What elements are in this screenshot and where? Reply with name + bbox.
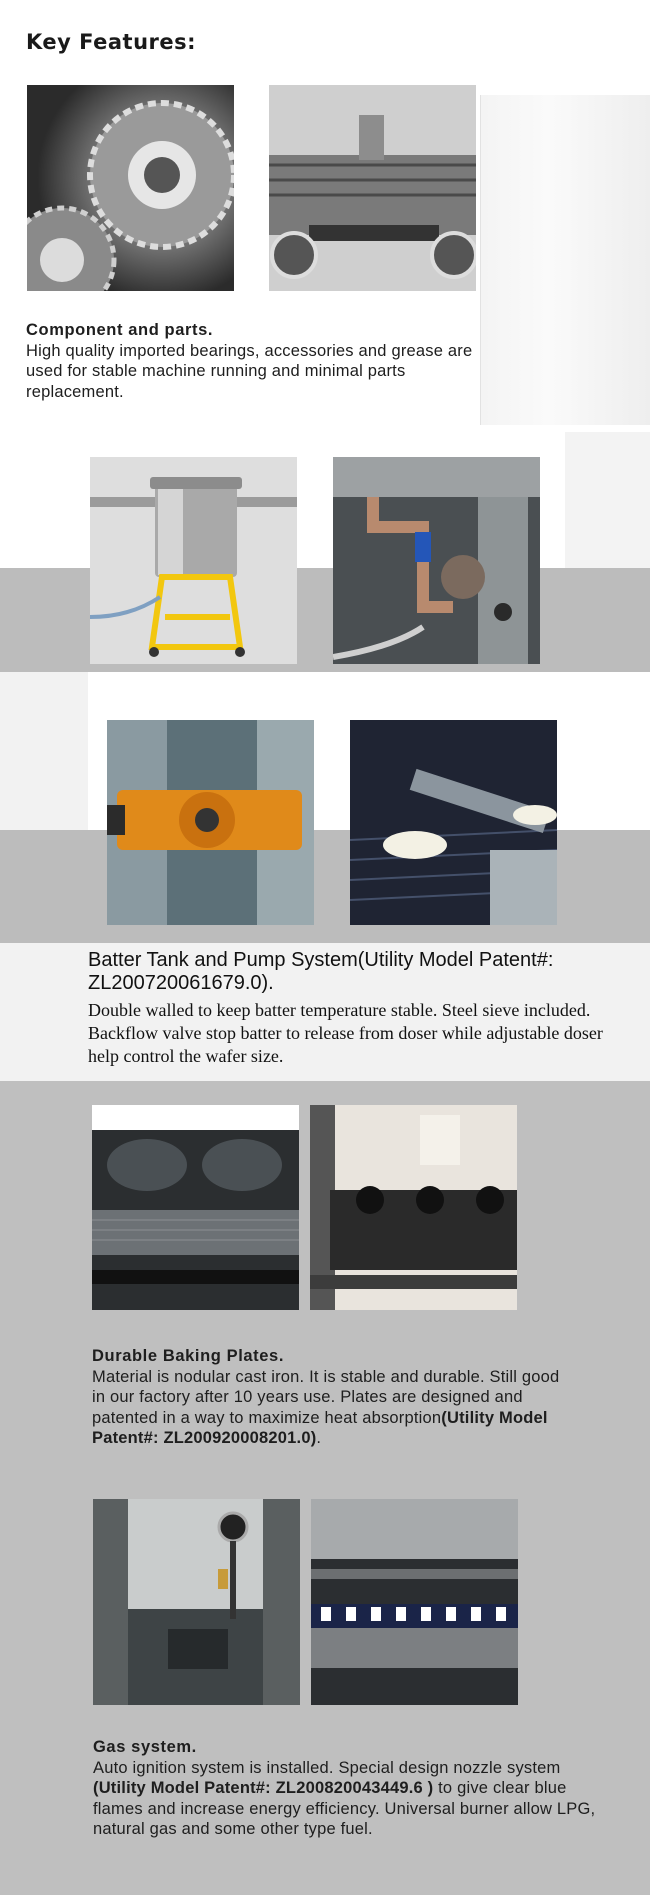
gas-piping-photo	[93, 1499, 300, 1705]
burner-flames-photo	[311, 1499, 518, 1705]
gas-patent: (Utility Model Patent#: ZL200820043449.6 )	[93, 1779, 434, 1797]
batter-dosing-photo	[350, 720, 557, 925]
plates-end: .	[316, 1429, 322, 1447]
gear-motor-photo	[107, 720, 314, 925]
plates-section	[92, 1346, 562, 1449]
components-body: High quality imported bearings, accessories and grease are used for stable machine running and minimal parts replacement.	[26, 341, 473, 401]
plates-title: Durable Baking Plates.	[92, 1347, 285, 1365]
baking-plates-photo-1	[92, 1105, 299, 1310]
cabinet-background	[480, 95, 650, 425]
baking-plates-photo-2	[310, 1105, 517, 1310]
batter-tank-photo	[90, 457, 297, 664]
light-side-panel	[565, 432, 650, 568]
gears-photo	[27, 85, 234, 291]
gas-section	[93, 1737, 613, 1840]
gas-body-end: to give clear blue flames and increase energy efficiency. Universal burner allow LPG, natural gas and some other type fuel.	[93, 1779, 596, 1838]
page-title: Key Features:	[26, 30, 197, 54]
plates-patent: (Utility Model Patent#: ZL200920008201.0)	[92, 1408, 548, 1447]
pump-valve-photo	[333, 457, 540, 664]
gas-title: Gas system.	[93, 1738, 197, 1756]
components-section	[26, 320, 486, 402]
chain-rollers-photo	[269, 85, 476, 291]
batter-body: Double walled to keep batter temperature stable. Steel sieve included. Backflow valve stop batter to release from doser while adjustable doser help control the wafer size.	[88, 1000, 603, 1066]
plates-body: Material is nodular cast iron. It is stable and durable. Still good in our factory after 10 years use. Plates are designed and patented in a way to maximize heat absorption	[92, 1367, 560, 1427]
batter-title: Batter Tank and Pump System(Utility Model Patent#: ZL200720061679.0).	[88, 949, 554, 994]
components-title: Component and parts.	[26, 321, 214, 339]
gas-body-start: Auto ignition system is installed. Special design nozzle system	[93, 1758, 561, 1777]
